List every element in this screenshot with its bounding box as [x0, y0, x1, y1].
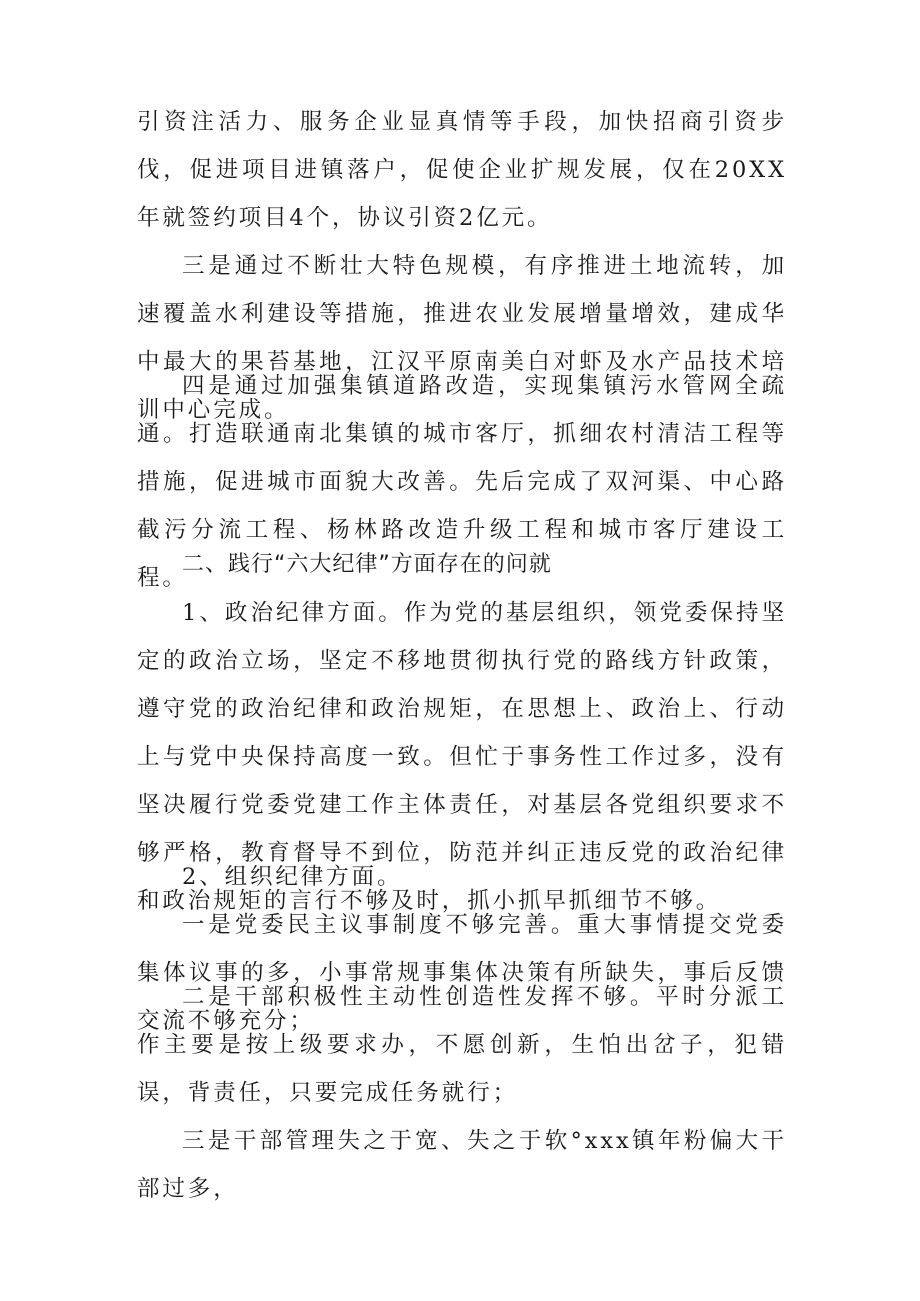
- paragraph-political-discipline: 1、政治纪律方面。作为党的基层组织，领党委保持坚定的政治立场，坚定不移地贯彻执行党的路线方针政策，遵守党的政治纪律和政治规矩，在思想上、政治上、行动上与党中央保持高度一致。但忙于事务性工作过多，没有坚决履行党委党建工作主体责任，对基层各党组织要求不够严格，教育督导不到位，防范并纠正违反党的政治纪律和政治规矩的言行不够及时，抓小抓早抓细节不够。: [137, 600, 787, 914]
- section-heading: 二、践行“六大纪律”方面存在的问就: [182, 552, 552, 577]
- paragraph-democratic-decision: 一是党委民主议事制度不够完善。重大事情提交党委集体议事的多，小事常规事集体决策有所缺失，事后反馈交流不够充分；: [137, 912, 787, 1034]
- paragraph-cadre-management: 三是干部管理失之于宽、失之于软°xxx镇年粉偏大干部过多，: [137, 1128, 787, 1202]
- paragraph-investment: 引资注活力、服务企业显真情等手段，加快招商引资步伐，促进项目进镇落户，促使企业扩规发展，仅在20XX年就签约项目4个，协议引资2亿元。: [137, 109, 787, 231]
- paragraph-town-roads: 四是通过加强集镇道路改造，实现集镇污水管网全疏通。打造联通南北集镇的城市客厅，抓细农村清洁工程等措施，促进城市面貌大改善。先后完成了双河渠、中心路截污分流工程、杨林路改造升级工程和城市客厅建设工程。: [137, 373, 787, 591]
- paragraph-organizational-discipline: 2、组织纪律方面。: [182, 864, 403, 890]
- paragraph-cadre-initiative: 二是干部积极性主动性创造性发挥不够。平时分派工作主要是按上级要求办，不愿创新，生怕出岔子，犯错误，背责任，只要完成任务就行；: [137, 984, 787, 1106]
- paragraph-agriculture: 三是通过不断壮大特色规模，有序推进土地流转，加速覆盖水利建设等措施，推进农业发展增量增效，建成华中最大的果苔基地，江汉平原南美白对虾及水产品技术培训中心完成。: [137, 253, 787, 423]
